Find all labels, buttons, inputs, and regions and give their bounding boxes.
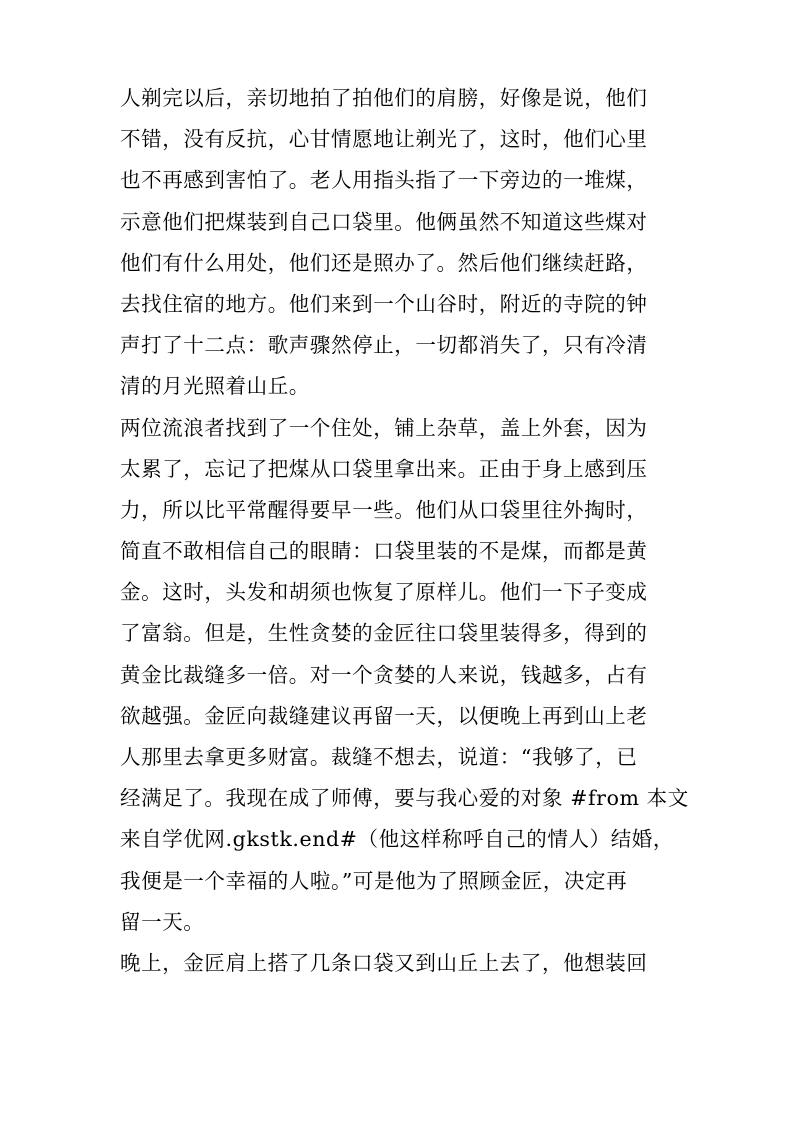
text-line: 来自学优网.gkstk.end#（他这样称呼自己的情人）结婚， [120,827,674,852]
text-line: 金。这时，头发和胡须也恢复了原样儿。他们一下子变成 [120,580,648,605]
text-line: 两位流浪者找到了一个住处，铺上杂草，盖上外套，因为 [120,415,648,440]
text-line: 我便是一个幸福的人啦。”可是他为了照顾金匠，决定再 [120,868,628,893]
text-line: 去找住宿的地方。他们来到一个山谷时，附近的寺院的钟 [120,291,648,316]
text-line: 也不再感到害怕了。老人用指头指了一下旁边的一堆煤， [120,168,648,193]
text-line: 人剃完以后，亲切地拍了拍他们的肩膀，好像是说，他们 [120,86,648,110]
text-line: 太累了，忘记了把煤从口袋里拿出来。正由于身上感到压 [120,456,648,481]
text-line: 力，所以比平常醒得要早一些。他们从口袋里往外掏时， [120,497,648,522]
text-line: 留一天。 [120,909,205,934]
text-line: 晚上，金匠肩上搭了几条口袋又到山丘上去了，他想装回 [120,950,648,975]
text-line: 清的月光照着山丘。 [120,374,310,399]
text-line: 了富翁。但是，生性贪婪的金匠往口袋里装得多，得到的 [120,621,648,646]
text-line: 黄金比裁缝多一倍。对一个贪婪的人来说，钱越多，占有 [120,662,648,687]
text-line: 人那里去拿更多财富。裁缝不想去，说道：“我够了，已 [120,745,638,769]
text-line: 经满足了。我现在成了师傅，要与我心爱的对象 #from 本文 [120,786,689,811]
text-line: 声打了十二点：歌声骤然停止，一切都消失了，只有冷清 [120,333,648,358]
document-body [120,78,689,984]
text-line: 欲越强。金匠向裁缝建议再留一天，以便晚上再到山上老 [120,703,648,728]
text-line: 他们有什么用处，他们还是照办了。然后他们继续赶路， [120,250,648,275]
text-line: 简直不敢相信自己的眼睛：口袋里装的不是煤，而都是黄 [120,539,648,564]
text-line: 示意他们把煤装到自己口袋里。他俩虽然不知道这些煤对 [120,209,648,234]
text-line: 不错，没有反抗，心甘情愿地让剃光了，这时，他们心里 [120,127,648,152]
